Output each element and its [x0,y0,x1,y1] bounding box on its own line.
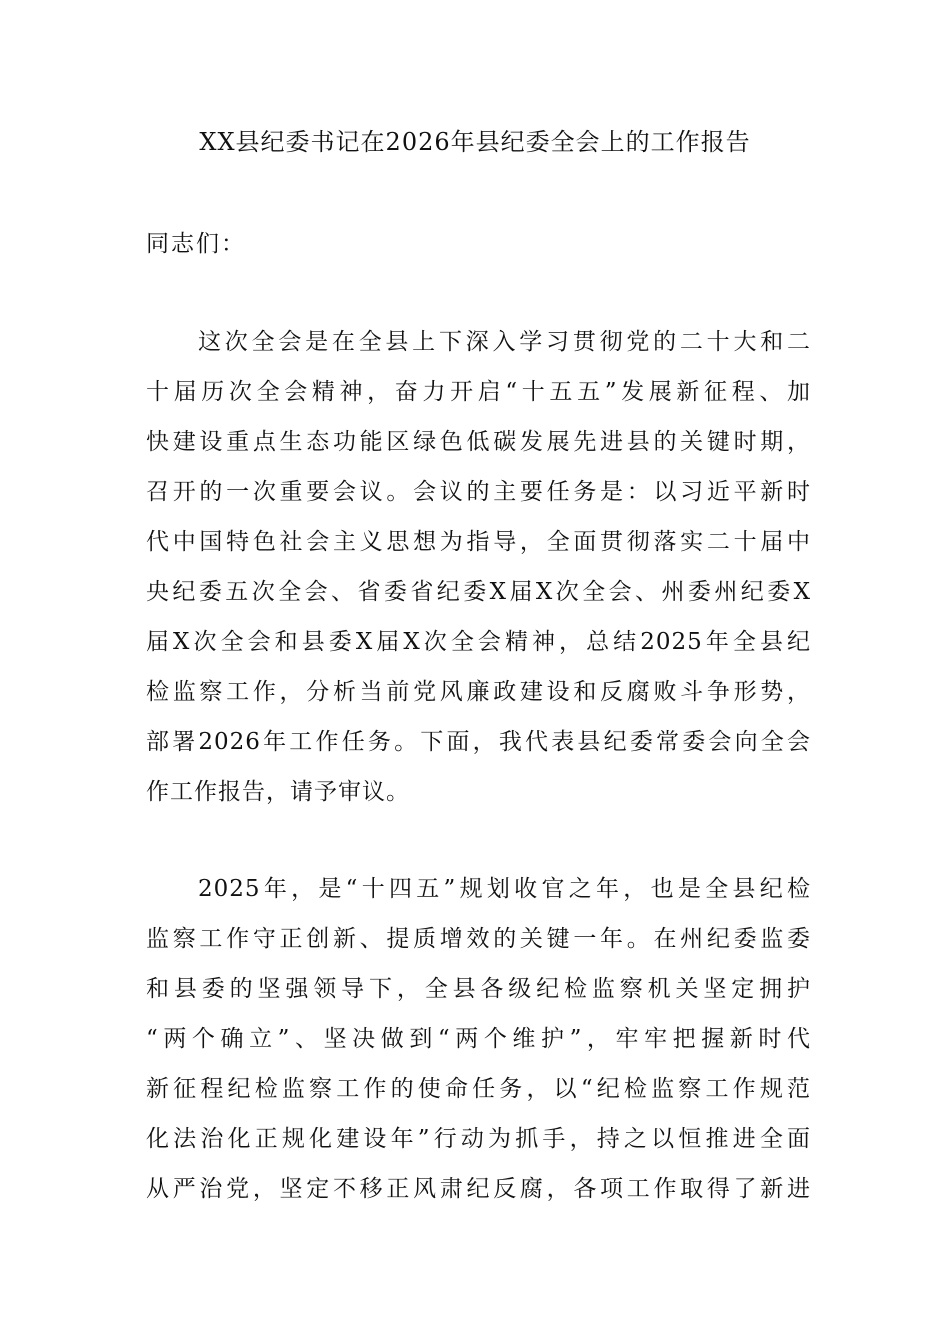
paragraph-line: 十届历次全会精神，奋力开启“十五五”发展新征程、加 [146,379,811,405]
paragraph-line: 检监察工作，分析当前党风廉政建设和反腐败斗争形势， [146,679,811,705]
paragraph-line: “两个确立”、坚决做到“两个维护”，牢牢把握新时代 [146,1026,811,1052]
paragraph-line: 这次全会是在全县上下深入学习贯彻党的二十大和二 [198,329,811,355]
paragraph-line: 新征程纪检监察工作的使命任务，以“纪检监察工作规范 [146,1076,811,1102]
paragraph-line: 央纪委五次全会、省委省纪委X届X次全会、州委州纪委X [146,579,811,605]
paragraph-line: 和县委的坚强领导下，全县各级纪检监察机关坚定拥护 [146,976,811,1002]
paragraph-line: 作工作报告，请予审议。 [146,779,410,805]
paragraph-review-2025 [146,864,811,1214]
paragraph-line: 部署2026年工作任务。下面，我代表县纪委常委会向全会 [146,729,811,755]
paragraph-opening [146,317,811,817]
paragraph-line: 从严治党，坚定不移正风肃纪反腐，各项工作取得了新进 [146,1176,811,1202]
salutation: 同志们： [146,231,246,257]
paragraph-line: 召开的一次重要会议。会议的主要任务是：以习近平新时 [146,479,811,505]
paragraph-line: 快建设重点生态功能区绿色低碳发展先进县的关键时期， [146,429,811,455]
paragraph-line: 监察工作守正创新、提质增效的关键一年。在州纪委监委 [146,926,811,952]
paragraph-line: 届X次全会和县委X届X次全会精神，总结2025年全县纪 [146,629,811,655]
paragraph-line: 代中国特色社会主义思想为指导，全面贯彻落实二十届中 [146,529,811,555]
paragraph-line: 2025年，是“十四五”规划收官之年，也是全县纪检 [198,876,811,902]
paragraph-line: 化法治化正规化建设年”行动为抓手，持之以恒推进全面 [146,1126,811,1152]
document-title: XX县纪委书记在2026年县纪委全会上的工作报告 [199,128,751,156]
